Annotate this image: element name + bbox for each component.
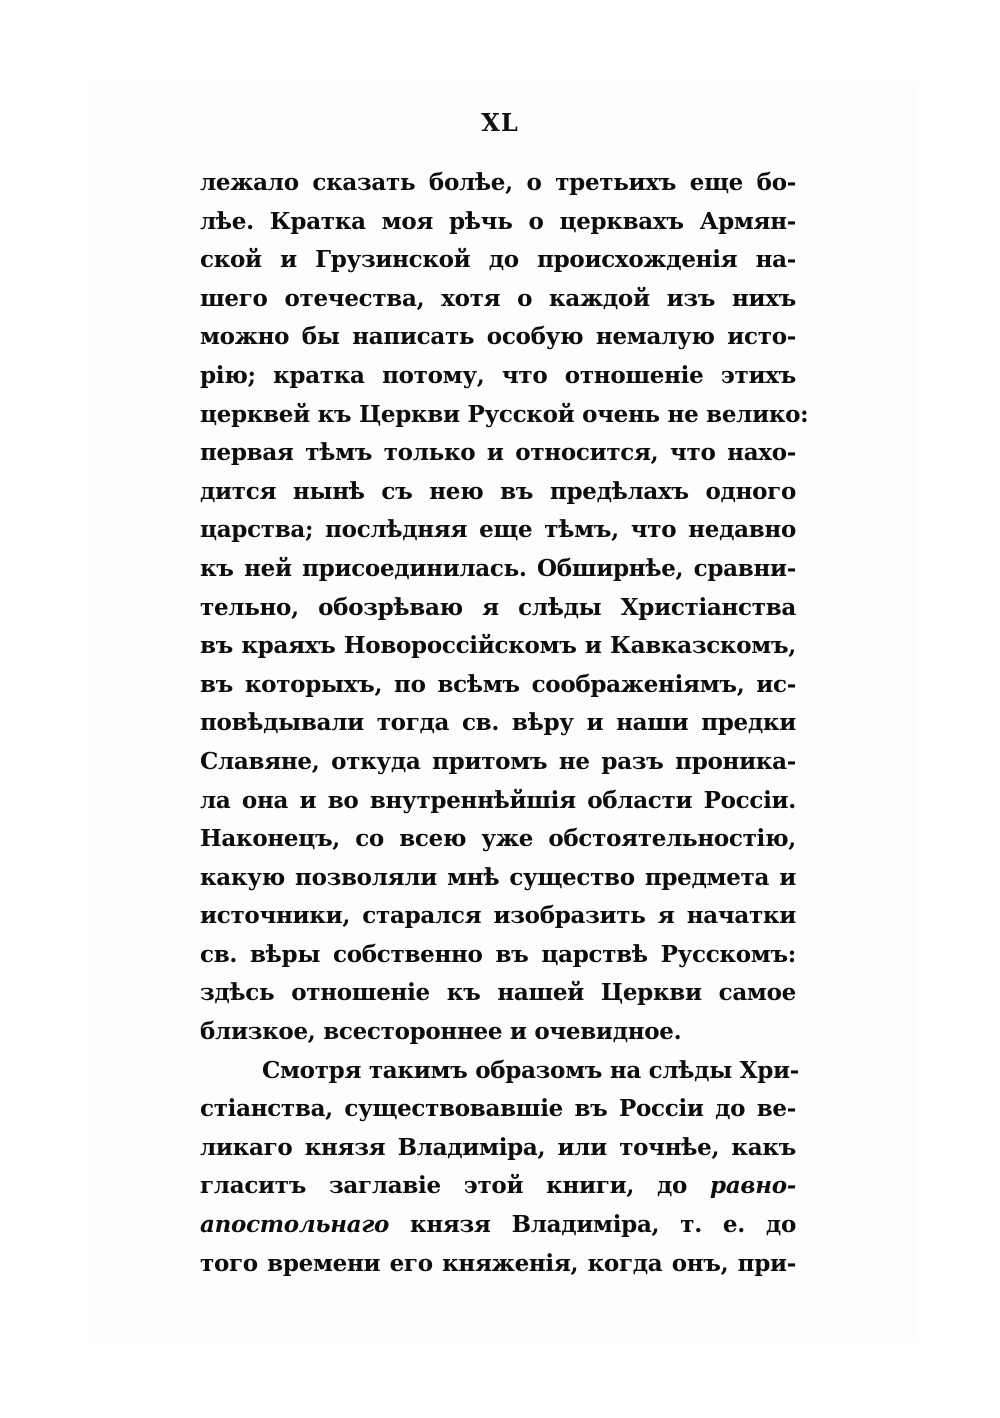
italic-text: апостольнаго [200,1211,390,1239]
text-line: источники, старался изобразить я начатки [200,902,796,930]
text-line: дится нынѣ съ нею въ предѣлахъ одного [200,477,796,505]
text-line: св. вѣры собственно въ царствѣ Русскомъ: [200,940,796,968]
text-segment: гласитъ заглавіе этой книги, до [200,1172,711,1200]
text-line: къ ней присоединилась. Обширнѣе, сравни- [200,554,796,582]
body-text [200,164,809,1283]
text-line: тельно, обозрѣваю я слѣды Христіанства [200,593,796,621]
text-line [200,1167,796,1206]
text-line: можно бы написать особую немалую исто- [200,323,796,351]
text-line: повѣдывали тогда св. вѣру и наши предки [200,709,796,737]
text-line: лѣе. Кратка моя рѣчь о церквахъ Армян- [200,207,796,235]
text-line: того времени его княженія, когда онъ, при- [200,1249,796,1277]
text-line: близкое, всестороннее и очевидное. [200,1018,682,1046]
text-line [200,1206,796,1245]
text-line: рію; кратка потому, что отношеніе этихъ [200,361,796,389]
text-line: здѣсь отношеніе къ нашей Церкви самое [200,979,796,1007]
text-line: первая тѣмъ только и относится, что нахо- [200,439,796,467]
text-line: ла она и во внутреннѣйшія области Россіи. [200,786,796,814]
text-line: ской и Грузинской до происхожденія на- [200,246,796,274]
text-line: какую позволяли мнѣ существо предмета и [200,863,796,891]
text-line: въ краяхъ Новороссійскомъ и Кавказскомъ, [200,632,796,660]
text-line: стіанства, существовавшіе въ Россіи до ве- [200,1095,796,1123]
paragraph-1 [200,164,809,1052]
text-segment: князя Владиміра, т. е. до [389,1211,796,1239]
text-line: въ которыхъ, по всѣмъ соображеніямъ, ис- [200,670,796,698]
text-line: царства; послѣдняя еще тѣмъ, что недавно [200,516,796,544]
text-line: Смотря такимъ образомъ на слѣды Хри- [262,1056,799,1084]
italic-text: равно- [710,1172,796,1200]
text-line: лежало сказать болѣе, о третьихъ еще бо- [200,169,796,196]
text-line: шего отечества, хотя о каждой изъ нихъ [200,284,796,312]
text-line: Славяне, откуда притомъ не разъ проника- [200,747,796,775]
page-number: XL [481,108,519,137]
text-line: ликаго князя Владиміра, или точнѣе, какъ [200,1133,796,1161]
text-line: Наконецъ, со всею уже обстоятельностію, [200,825,796,853]
paragraph-2 [200,1052,799,1284]
text-line: церквей къ Церкви Русской очень не велико: [200,400,809,428]
